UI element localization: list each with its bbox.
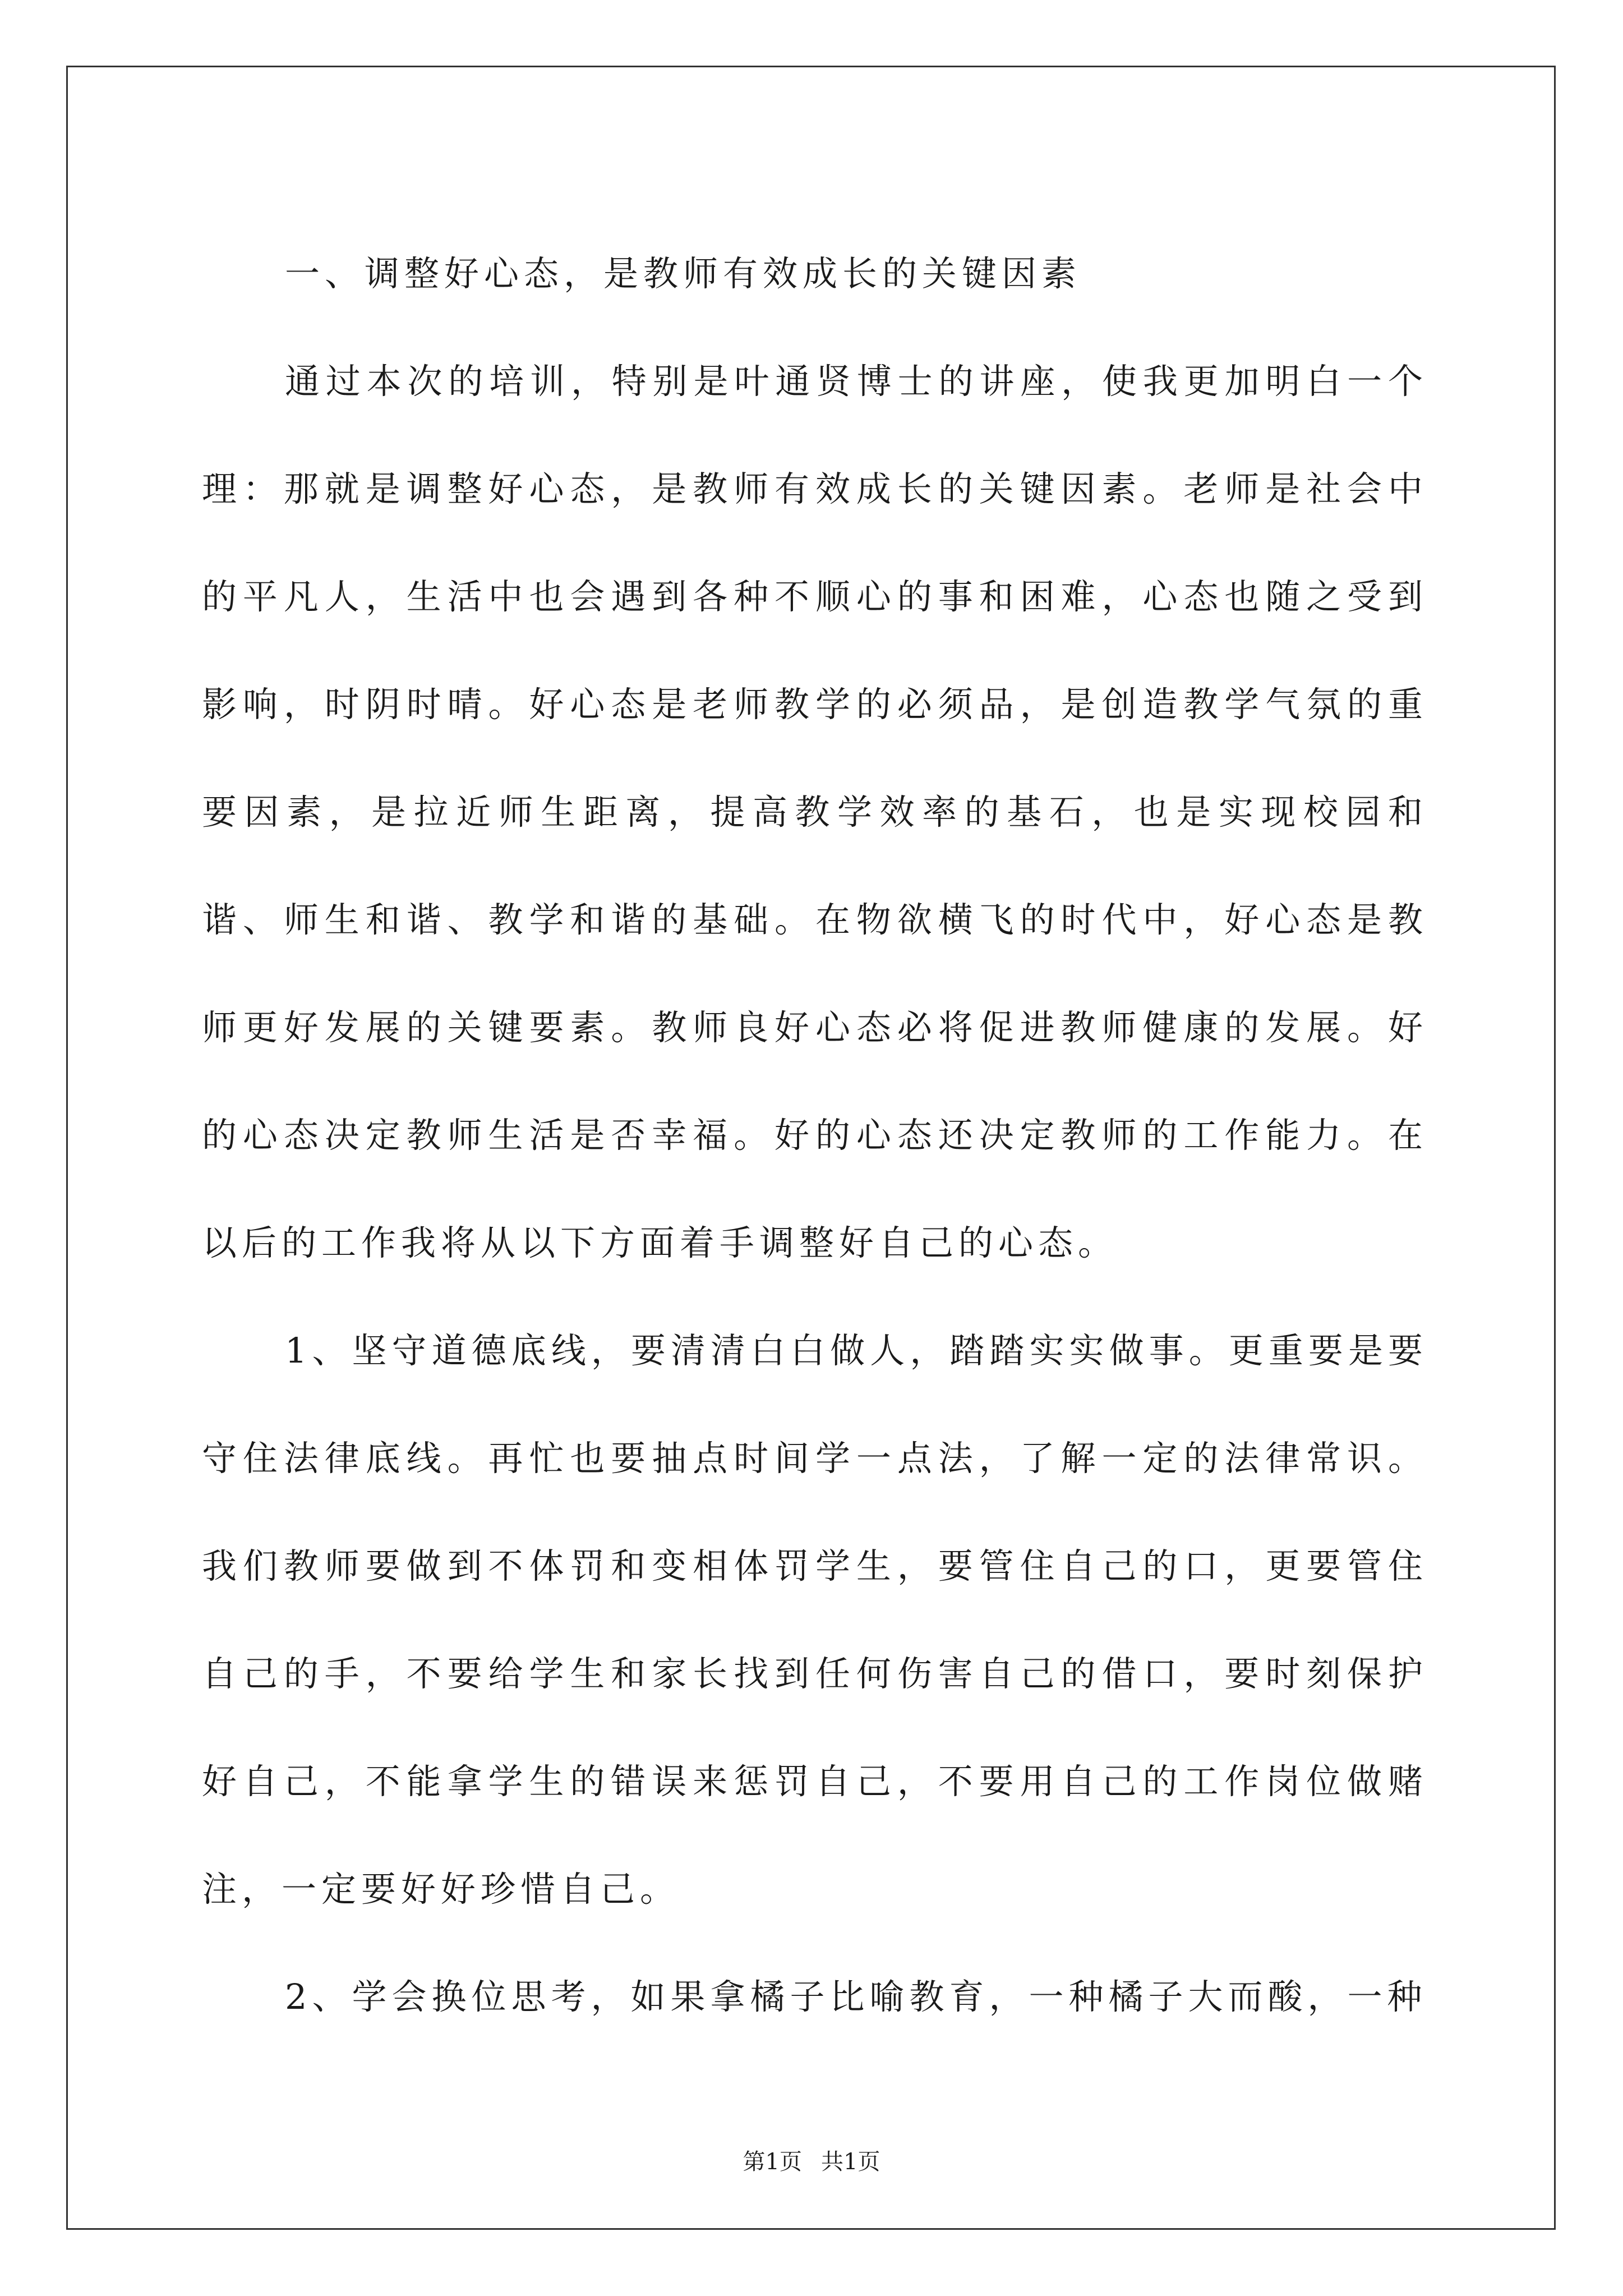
- page-footer: [0, 2144, 1623, 2176]
- section-heading: 一、调整好心态，是教师有效成长的关键因素: [285, 253, 1082, 294]
- paragraph: 通过本次的培训，特别是叶通贤博士的讲座，使我更加明白一个理：那就是调整好心态，是教师有效成长的关键因素。老师是社会中的平凡人，生活中也会遇到各种不顺心的事和困难，心态也随之受到影响，时阴时晴。好心态是老师教学的必须品，是创造教学气氛的重要因素，是拉近师生距离，提高教学效率的基石，也是实现校园和谐、师生和谐、教学和谐的基础。在物欲横飞的时代中，好心态是教师更好发展的关键要素。教师良好心态必将促进教师健康的发展。好的心态决定教师生活是否幸福。好的心态还决定教师的工作能力。在以后的工作我将从以下方面着手调整好自己的心态。: [202, 361, 1428, 1263]
- paragraph: 1、坚守道德底线，要清清白白做人，踏踏实实做事。更重要是要守住法律底线。再忙也要抽点时间学一点法，了解一定的法律常识。我们教师要做到不体罚和变相体罚学生，要管住自己的口，更要管住自己的手，不要给学生和家长找到任何伤害自己的借口，要时刻保护好自己，不能拿学生的错误来惩罚自己，不要用自己的工作岗位做赌注，一定要好好珍惜自己。: [202, 1330, 1428, 1910]
- page-total: 共1页: [821, 2149, 880, 2175]
- page-number: 第1页: [743, 2149, 802, 2175]
- document-body: [202, 220, 1428, 2051]
- paragraph: 2、学会换位思考，如果拿橘子比喻教育，一种橘子大而酸，一种: [285, 1976, 1427, 2017]
